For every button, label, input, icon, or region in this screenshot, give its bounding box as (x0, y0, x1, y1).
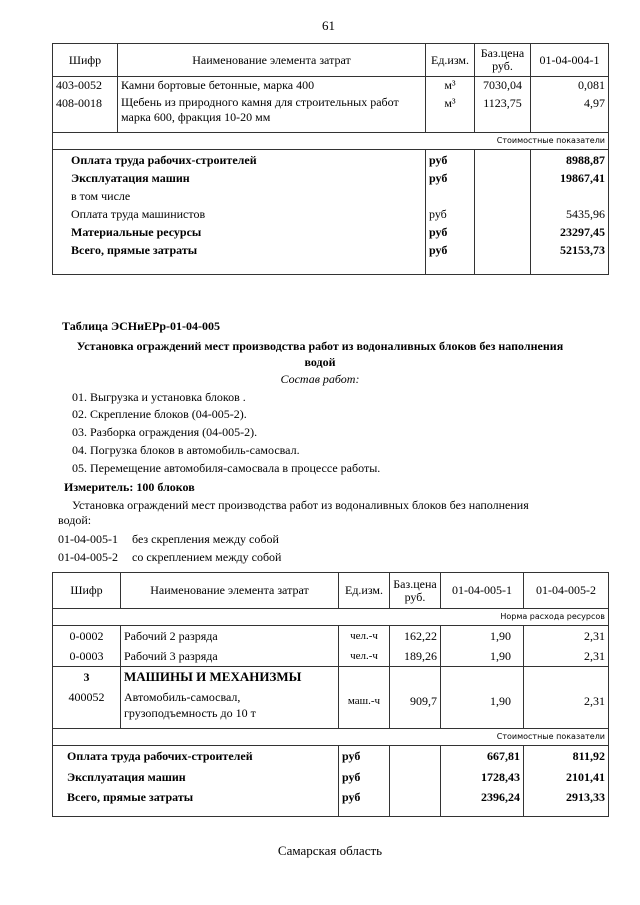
table-row (53, 77, 609, 95)
header-name: Наименование элемента затрат (118, 44, 426, 77)
cost-unit: руб (339, 767, 390, 787)
work-item: 05. Перемещение автомобиля-самосвала в процессе работы. (72, 461, 381, 475)
cost-v1: 52153,73 (531, 242, 609, 274)
cost-name: Всего, прямые затраты (53, 787, 339, 817)
table-row (53, 646, 609, 667)
cell-code: 0-0002 (53, 626, 121, 647)
description-line1: Установка ограждений мест производства работ из водоналивных блоков без наполнения (72, 498, 529, 512)
header-unit: Ед.изм. (426, 44, 475, 77)
section-label: Стоимостные показатели (53, 728, 609, 745)
cost-unit: руб (426, 206, 475, 224)
cost-name: Оплата труда машинистов (53, 206, 426, 224)
cost-unit: руб (339, 745, 390, 767)
cost-v1: 2396,24 (441, 787, 524, 817)
cost-v2: 2101,41 (524, 767, 609, 787)
header-v1: 01-04-004-1 (531, 44, 609, 77)
cost-v1: 1728,43 (441, 767, 524, 787)
header-code: Шифр (53, 573, 121, 609)
cell-v1: 1,90 (441, 626, 524, 647)
work-item: 01. Выгрузка и установка блоков . (72, 390, 246, 404)
group-code: 3 (53, 667, 121, 688)
cost-v1: 19867,41 (531, 170, 609, 188)
cell-price: 1123,75 (475, 95, 531, 133)
cell-name: Щебень из природного камня для строительных работ марка 600, фракция 10-20 мм (118, 95, 426, 133)
cost-v1: 667,81 (441, 745, 524, 767)
table-row (53, 95, 609, 133)
norm-label: Норма расхода ресурсов (53, 609, 609, 626)
header-code: Шифр (53, 44, 118, 77)
cost-unit: руб (339, 787, 390, 817)
cost-name: Эксплуатация машин (53, 767, 339, 787)
cell-v2: 2,31 (524, 646, 609, 667)
cell-v1: 1,90 (441, 646, 524, 667)
cost-name: Эксплуатация машин (53, 170, 426, 188)
cost-name: в том числе (53, 188, 426, 206)
variant-code: 01-04-005-2 (58, 550, 118, 564)
cell-unit: чел.-ч (339, 626, 390, 647)
header-name: Наименование элемента затрат (121, 573, 339, 609)
work-item: 04. Погрузка блоков в автомобиль-самосвал. (72, 443, 300, 457)
cell-price: 189,26 (390, 646, 441, 667)
table-1 (52, 43, 609, 275)
cost-unit: руб (426, 242, 475, 274)
work-item: 02. Скрепление блоков (04-005-2). (72, 407, 247, 421)
header-v1: 01-04-005-1 (441, 573, 524, 609)
header-unit: Ед.изм. (339, 573, 390, 609)
cost-unit: руб (426, 170, 475, 188)
table-row (53, 626, 609, 647)
group-name: МАШИНЫ И МЕХАНИЗМЫ (121, 667, 339, 688)
variant-text: со скреплением между собой (132, 550, 282, 564)
cell-name: Рабочий 2 разряда (121, 626, 339, 647)
cost-unit: руб (426, 224, 475, 242)
cost-name: Всего, прямые затраты (53, 242, 426, 274)
cost-v1: 5435,96 (531, 206, 609, 224)
section-heading-line2: водой (304, 355, 336, 369)
table-row (53, 687, 609, 728)
section-heading-line1: Установка ограждений мест производства работ из водоналивных блоков без наполнения (76, 339, 564, 353)
cell-v2: 2,31 (524, 626, 609, 647)
group-row (53, 667, 609, 688)
cell-v1: 1,90 (441, 687, 524, 728)
table-2 (52, 572, 609, 817)
cost-name: Материальные ресурсы (53, 224, 426, 242)
cell-name-line1: Автомобиль-самосвал, (124, 690, 241, 704)
cost-v1: 8988,87 (531, 150, 609, 171)
cell-code: 403-0052 (53, 77, 118, 95)
cell-price: 162,22 (390, 626, 441, 647)
cell-price: 7030,04 (475, 77, 531, 95)
cell-unit: чел.-ч (339, 646, 390, 667)
cell-name: Камни бортовые бетонные, марка 400 (118, 77, 426, 95)
cell-code: 0-0003 (53, 646, 121, 667)
work-item: 03. Разборка ограждения (04-005-2). (72, 425, 258, 439)
cost-v2: 2913,33 (524, 787, 609, 817)
cell-v2: 2,31 (524, 687, 609, 728)
table-title: Таблица ЭСНиЕРр-01-04-005 (62, 319, 221, 333)
variant-code: 01-04-005-1 (58, 532, 118, 546)
cell-unit: маш.-ч (339, 687, 390, 728)
header-price: Баз.цена руб. (390, 573, 441, 609)
works-label: Состав работ: (280, 372, 360, 386)
header-price: Баз.цена руб. (475, 44, 531, 77)
cell-v1: 0,081 (531, 77, 609, 95)
page-number: 61 (322, 18, 335, 33)
section-label: Стоимостные показатели (53, 133, 609, 150)
cost-name: Оплата труда рабочих-строителей (53, 745, 339, 767)
cost-unit: руб (426, 150, 475, 171)
measure: Измеритель: 100 блоков (64, 480, 195, 494)
cell-price: 909,7 (390, 687, 441, 728)
cell-name-line2: грузоподъемность до 10 т (124, 706, 256, 720)
cell-code: 400052 (53, 687, 121, 728)
description-line2: водой: (58, 513, 92, 527)
header-v2: 01-04-005-2 (524, 573, 609, 609)
cost-v1: 23297,45 (531, 224, 609, 242)
footer-region: Самарская область (277, 843, 383, 858)
variant-text: без скрепления между собой (132, 532, 279, 546)
cost-v2: 811,92 (524, 745, 609, 767)
cell-unit: м³ (426, 95, 475, 133)
cell-name: Рабочий 3 разряда (121, 646, 339, 667)
cell-unit: м³ (426, 77, 475, 95)
cell-code: 408-0018 (53, 95, 118, 133)
cell-v1: 4,97 (531, 95, 609, 133)
cost-name: Оплата труда рабочих-строителей (53, 150, 426, 171)
